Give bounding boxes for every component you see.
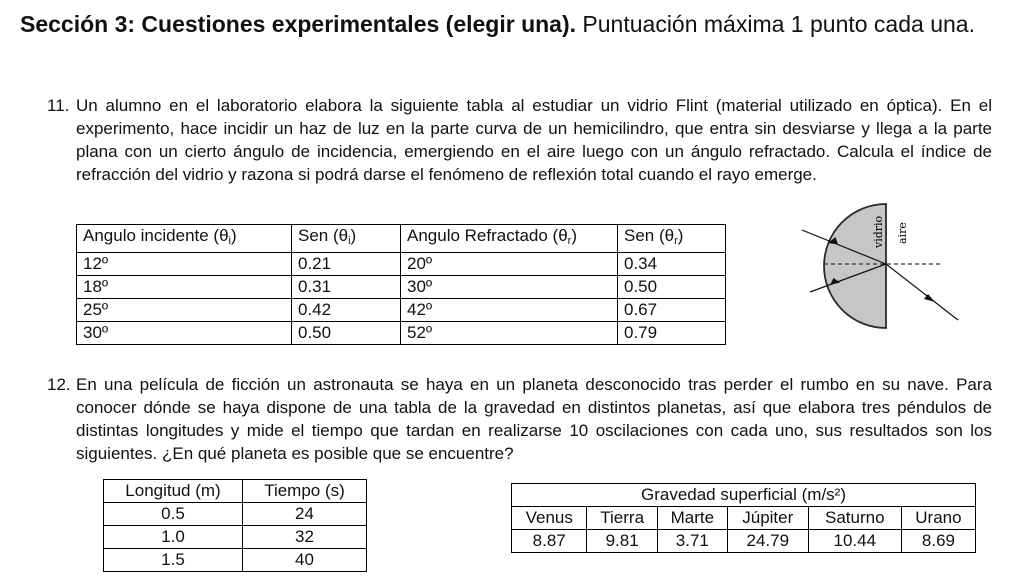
planet-header: Urano (901, 507, 975, 530)
gravity-value: 24.79 (727, 530, 808, 553)
table-row (77, 322, 726, 345)
table-cell: 0.50 (292, 322, 401, 345)
header-incident-angle: Angulo incidente $(\theta_i)$ (77, 225, 292, 253)
glass-label: vidrio (872, 215, 885, 248)
table-header-row (77, 225, 726, 253)
table-cell: 40 (243, 549, 367, 572)
header-sin-incident: Sen $(\theta_i)$ (292, 225, 401, 253)
header-time: Tiempo (s) (243, 480, 367, 503)
gravity-value: 3.71 (657, 530, 727, 553)
question-11-text: Un alumno en el laboratorio elabora la siguiente tabla al estudiar un vidrio Flint (material utilizado en óptica). En el experimento, hace incidir un haz de luz en la parte curva de un hemicilindro, que entra sin desviarse y llega a la parte plana con un cierto ángulo de incidencia, emergiendo en el aire luego con un ángulo refractado. Calcula el índice de refracción del vidrio y razona si podrá darse el fenómeno de reflexión total cuando el rayo emerge. (76, 96, 992, 184)
table-cell: 25º (77, 299, 292, 322)
header-length: Longitud (m) (104, 480, 243, 503)
planet-header: Venus (512, 507, 587, 530)
table-row (77, 253, 726, 276)
section-title (20, 10, 1010, 39)
table-header-row (104, 480, 367, 503)
pendulum-table (103, 479, 367, 572)
table-cell: 42º (401, 299, 618, 322)
refraction-table (76, 224, 726, 345)
table-row (77, 276, 726, 299)
table-cell: 0.79 (618, 322, 726, 345)
table-cell: 0.42 (292, 299, 401, 322)
gravity-value: 9.81 (587, 530, 657, 553)
hemicylinder-diagram (800, 196, 960, 336)
gravity-value: 8.87 (512, 530, 587, 553)
header-refracted-angle: Angulo Refractado $(\theta_r)$ (401, 225, 618, 253)
table-row (104, 549, 367, 572)
gravity-value: 8.69 (901, 530, 975, 553)
planet-header: Tierra (587, 507, 657, 530)
table-cell: 0.31 (292, 276, 401, 299)
planet-header: Júpiter (727, 507, 808, 530)
table-cell: 0.5 (104, 503, 243, 526)
air-label: aire (896, 222, 909, 244)
table-cell: 0.21 (292, 253, 401, 276)
planet-header: Saturno (808, 507, 901, 530)
table-cell: 30º (401, 276, 618, 299)
table-cell: 32 (243, 526, 367, 549)
section-title-rest: Puntuación máxima 1 punto cada una. (576, 11, 975, 37)
table-cell: 0.34 (618, 253, 726, 276)
table-cell: 30º (77, 322, 292, 345)
gravity-table (511, 483, 976, 553)
table-cell: 12º (77, 253, 292, 276)
table-row (104, 503, 367, 526)
table-cell: 1.5 (104, 549, 243, 572)
section-title-bold: Sección 3: Cuestiones experimentales (elegir una). (20, 11, 577, 37)
table-cell: 20º (401, 253, 618, 276)
table-cell: 24 (243, 503, 367, 526)
question-12-text: En una película de ficción un astronauta se haya en un planeta desconocido tras perder el rumbo en su nave. Para conocer dónde se haya dispone de una tabla de la gravedad en distintos planetas, así que elabora tres péndulos de distintas longitudes y mide el tiempo que tardan en realizarse 10 oscilaciones con cada uno, sus resultados son los siguientes. ¿En qué planeta es posible que se encuentre? (76, 375, 992, 463)
table-row (512, 530, 976, 553)
table-row (77, 299, 726, 322)
refracted-ray (886, 264, 958, 320)
table-row (104, 526, 367, 549)
header-sin-refracted: Sen $(\theta_r)$ (618, 225, 726, 253)
question-12-number: 12. (47, 375, 71, 394)
table-cell: 52º (401, 322, 618, 345)
table-header-row (512, 507, 976, 530)
gravity-table-title: Gravedad superficial (m/s²) (512, 484, 976, 507)
table-cell: 18º (77, 276, 292, 299)
planet-header: Marte (657, 507, 727, 530)
table-cell: 1.0 (104, 526, 243, 549)
table-cell: 0.67 (618, 299, 726, 322)
table-title-row (512, 484, 976, 507)
table-cell: 0.50 (618, 276, 726, 299)
question-11-number: 11. (47, 96, 70, 115)
gravity-value: 10.44 (808, 530, 901, 553)
